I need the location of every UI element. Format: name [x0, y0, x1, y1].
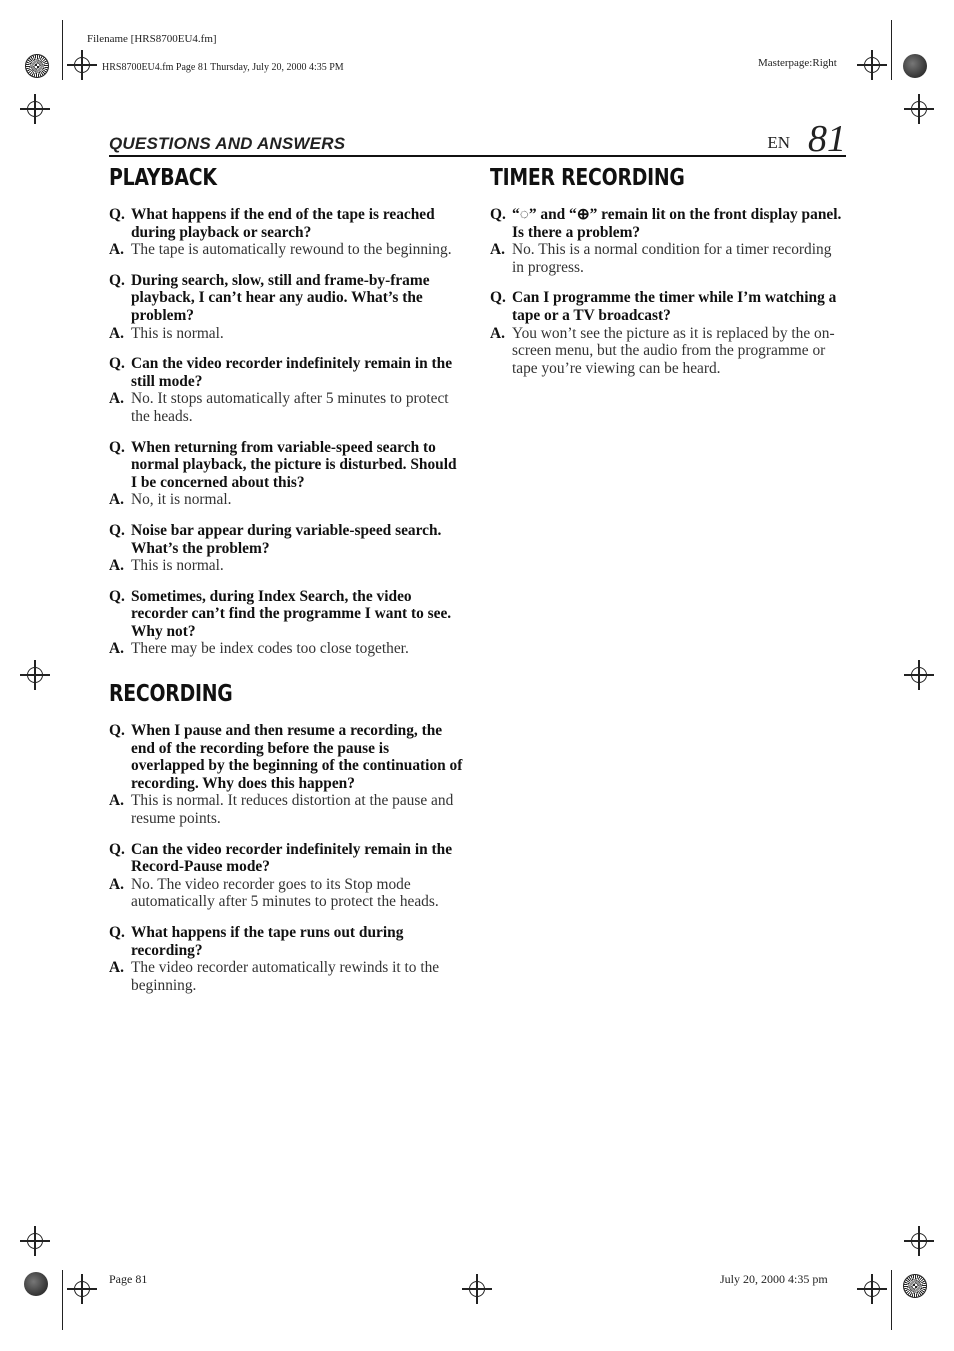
question-text: Noise bar appear during variable-speed search. What’s the problem? [131, 521, 442, 557]
question-text: When returning from variable-speed search to normal playback, the picture is disturbed. Should I be concerned about this? [131, 438, 457, 491]
registration-mark-top-left [25, 54, 49, 78]
question-marker: Q. [490, 206, 506, 223]
trim-line [891, 20, 892, 80]
qa-item [109, 206, 464, 259]
answer-marker: A. [109, 792, 124, 810]
crosshair-mark-top-right [864, 57, 880, 73]
qa-item [109, 355, 464, 425]
qa-item [109, 522, 464, 575]
qa-item [109, 588, 464, 658]
answer-marker: A. [109, 241, 124, 259]
answer-text: There may be index codes too close together. [131, 640, 409, 658]
page-number: 81 [808, 118, 846, 160]
trim-line [62, 1270, 63, 1330]
recording-heading: RECORDING [109, 681, 233, 708]
answer-marker: A. [109, 324, 124, 342]
filename-label: Filename [HRS8700EU4.fm] [87, 33, 217, 45]
qa-item [109, 272, 464, 342]
question-marker: Q. [109, 438, 125, 456]
left-column [109, 165, 464, 1007]
question-marker: Q. [109, 206, 125, 223]
question-text: “◌” and “⊕” remain lit on the front display panel. Is there a problem? [512, 206, 842, 241]
qa-item [109, 841, 464, 911]
question-marker: Q. [109, 924, 125, 941]
playback-heading: PLAYBACK [109, 165, 217, 191]
answer-marker: A. [109, 390, 124, 408]
qa-item [109, 722, 464, 828]
answer-text: No, it is normal. [131, 491, 232, 509]
recording-qa-list [109, 722, 464, 994]
registration-mark-bottom-right [903, 1274, 927, 1298]
playback-qa-list [109, 206, 464, 658]
answer-text: You won’t see the picture as it is replaced by the on-screen menu, but the audio from the programme or tape you’re viewing can be heard. [512, 324, 835, 377]
qa-item [490, 289, 846, 377]
crosshair-mark-left-lower [27, 1233, 43, 1249]
answer-marker: A. [109, 959, 124, 977]
trim-line [891, 1270, 892, 1330]
question-marker: Q. [109, 355, 125, 373]
timer-recording-heading: TIMER RECORDING [490, 165, 685, 191]
file-info-line: HRS8700EU4.fm Page 81 Thursday, July 20, 2000 4:35 PM [102, 62, 344, 73]
crosshair-mark-left-middle [27, 667, 43, 683]
page-header [109, 118, 846, 160]
trim-line [62, 20, 63, 80]
question-marker: Q. [109, 271, 125, 289]
question-text: Can the video recorder indefinitely remain in the Record-Pause mode? [131, 840, 453, 876]
question-text: Can the video recorder indefinitely remain in the still mode? [131, 355, 453, 390]
qa-item [490, 206, 846, 276]
question-text: When I pause and then resume a recording, the end of the recording before the pause is overlapped by the beginning of the continuation of recording. Why does this happen? [131, 722, 463, 792]
answer-marker: A. [109, 875, 124, 893]
crosshair-mark-left-upper [27, 101, 43, 117]
crosshair-mark-bottom-right [864, 1281, 880, 1297]
question-marker: Q. [109, 840, 125, 858]
answer-marker: A. [490, 324, 505, 342]
answer-text: This is normal. [131, 557, 224, 575]
crosshair-mark-bottom-center [469, 1281, 485, 1297]
answer-text: The video recorder automatically rewinds it to the beginning. [131, 959, 440, 994]
question-text: What happens if the end of the tape is reached during playback or search? [131, 206, 435, 241]
question-text: Can I programme the timer while I’m watching a tape or a TV broadcast? [512, 289, 837, 324]
registration-mark-bottom-left [24, 1272, 48, 1296]
answer-text: This is normal. [131, 324, 224, 342]
answer-marker: A. [109, 491, 124, 509]
answer-marker: A. [490, 241, 505, 259]
masterpage-label: Masterpage:Right [758, 57, 837, 69]
answer-marker: A. [109, 640, 124, 658]
registration-mark-top-right [903, 54, 927, 78]
answer-marker: A. [109, 557, 124, 575]
answer-text: The tape is automatically rewound to the beginning. [131, 241, 452, 259]
question-text: Sometimes, during Index Search, the video recorder can’t find the programme I want to see. Why not? [131, 587, 452, 640]
answer-text: No. This is a normal condition for a timer recording in progress. [512, 241, 832, 276]
question-marker: Q. [109, 722, 125, 740]
timer-qa-list [490, 206, 846, 377]
qa-item [109, 924, 464, 994]
crosshair-mark-right-middle [911, 667, 927, 683]
section-title: QUESTIONS AND ANSWERS [109, 134, 346, 153]
answer-text: No. The video recorder goes to its Stop mode automatically after 5 minutes to protect the heads. [131, 875, 439, 911]
crosshair-mark-right-upper [911, 101, 927, 117]
question-marker: Q. [109, 521, 125, 539]
question-text: What happens if the tape runs out during recording? [131, 924, 404, 959]
footer-page-label: Page 81 [109, 1272, 148, 1286]
question-text: During search, slow, still and frame-by-frame playback, I can’t hear any audio. What’s the problem? [131, 271, 430, 324]
question-marker: Q. [490, 289, 506, 307]
answer-text: This is normal. It reduces distortion at the pause and resume points. [131, 792, 454, 828]
crosshair-mark-right-lower [911, 1233, 927, 1249]
qa-item [109, 439, 464, 509]
right-column [490, 165, 846, 390]
crosshair-mark-top-left [74, 57, 90, 73]
language-label: EN [767, 133, 790, 152]
footer-date-label: July 20, 2000 4:35 pm [720, 1272, 828, 1286]
answer-text: No. It stops automatically after 5 minutes to protect the heads. [131, 390, 449, 425]
crosshair-mark-bottom-left [74, 1281, 90, 1297]
question-marker: Q. [109, 587, 125, 605]
